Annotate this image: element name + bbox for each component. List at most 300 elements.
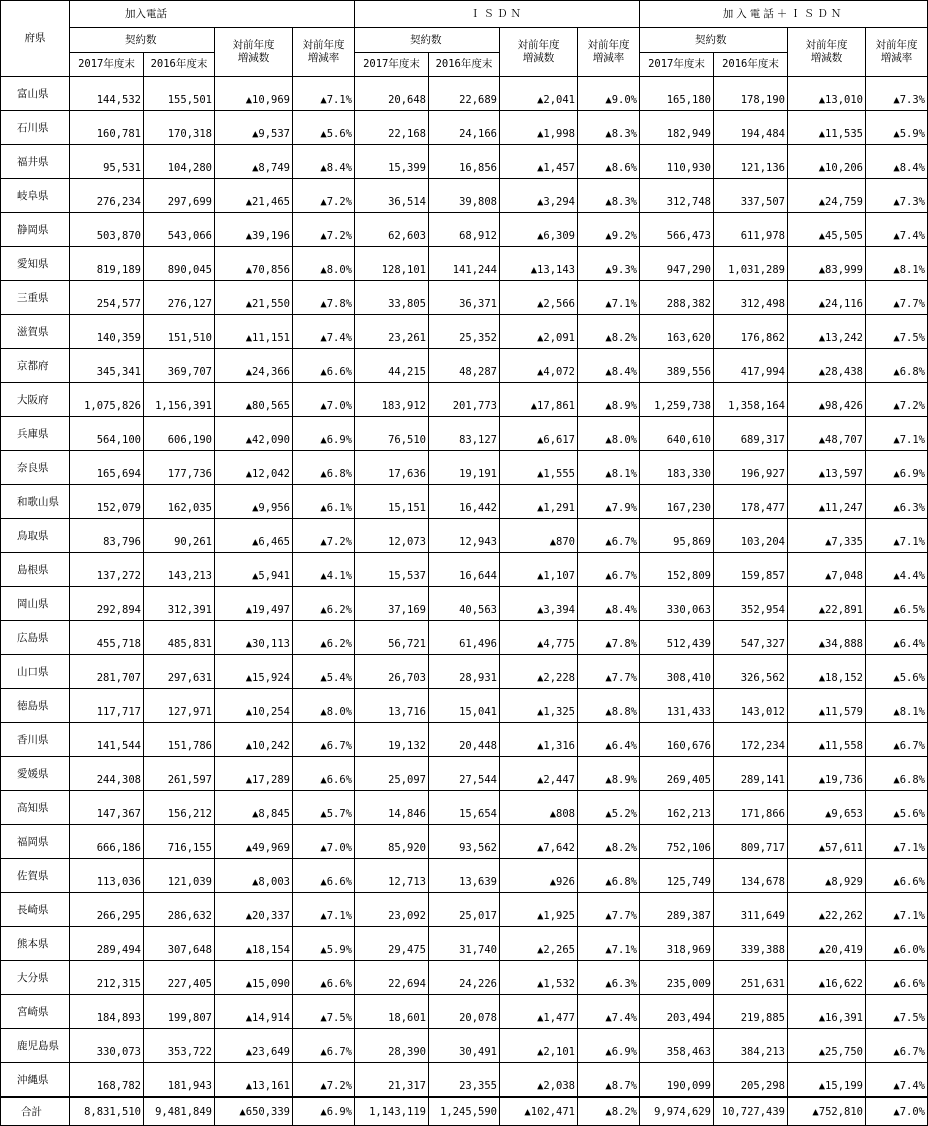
prefecture-header: 府県 <box>1 1 70 77</box>
value-cell: 485,831 <box>144 621 215 655</box>
value-cell: ▲6.6% <box>293 349 355 383</box>
value-cell: ▲9,956 <box>215 485 293 519</box>
value-cell: ▲23,649 <box>215 1029 293 1063</box>
table-row <box>1 179 928 213</box>
value-cell: ▲6,617 <box>500 417 578 451</box>
table-row <box>1 553 928 587</box>
value-cell: ▲8.1% <box>866 247 928 281</box>
table-row <box>1 451 928 485</box>
value-cell: ▲8.8% <box>578 689 640 723</box>
value-cell: ▲7.4% <box>866 213 928 247</box>
value-cell: 61,496 <box>429 621 500 655</box>
value-cell: ▲10,969 <box>215 77 293 111</box>
value-cell: ▲70,856 <box>215 247 293 281</box>
value-cell: ▲8,749 <box>215 145 293 179</box>
value-cell: 121,039 <box>144 859 215 893</box>
prefecture-cell: 佐賀県 <box>1 859 70 893</box>
value-cell: ▲15,090 <box>215 961 293 995</box>
value-cell: ▲1,107 <box>500 553 578 587</box>
value-cell: 286,632 <box>144 893 215 927</box>
value-cell: 147,367 <box>70 791 144 825</box>
value-cell: 184,893 <box>70 995 144 1029</box>
value-cell: 330,063 <box>640 587 714 621</box>
value-cell: 1,075,826 <box>70 383 144 417</box>
value-cell: ▲6.2% <box>293 621 355 655</box>
value-cell: 312,391 <box>144 587 215 621</box>
value-cell: ▲8.4% <box>866 145 928 179</box>
value-cell: 29,475 <box>355 927 429 961</box>
value-cell: ▲7.1% <box>866 417 928 451</box>
table-row <box>1 961 928 995</box>
value-cell: 155,501 <box>144 77 215 111</box>
value-cell: 83,796 <box>70 519 144 553</box>
value-cell: ▲6.8% <box>866 757 928 791</box>
value-cell: 205,298 <box>714 1063 788 1098</box>
total-value-cell: 9,481,849 <box>144 1097 215 1126</box>
col-header-2017: 2017年度末 <box>355 53 429 77</box>
value-cell: ▲8.0% <box>293 247 355 281</box>
value-cell: ▲42,090 <box>215 417 293 451</box>
table-row <box>1 247 928 281</box>
value-cell: 44,215 <box>355 349 429 383</box>
value-cell: 716,155 <box>144 825 215 859</box>
value-cell: ▲7.7% <box>866 281 928 315</box>
value-cell: 31,740 <box>429 927 500 961</box>
value-cell: ▲39,196 <box>215 213 293 247</box>
value-cell: 203,494 <box>640 995 714 1029</box>
value-cell: 37,169 <box>355 587 429 621</box>
value-cell: ▲6,309 <box>500 213 578 247</box>
value-cell: ▲24,759 <box>788 179 866 213</box>
prefecture-cell: 愛知県 <box>1 247 70 281</box>
value-cell: 141,544 <box>70 723 144 757</box>
value-cell: 183,912 <box>355 383 429 417</box>
value-cell: 110,930 <box>640 145 714 179</box>
table-row <box>1 621 928 655</box>
value-cell: 22,694 <box>355 961 429 995</box>
value-cell: ▲7.8% <box>293 281 355 315</box>
value-cell: 167,230 <box>640 485 714 519</box>
value-cell: ▲7.1% <box>866 519 928 553</box>
value-cell: ▲7.5% <box>293 995 355 1029</box>
value-cell: ▲7.5% <box>866 315 928 349</box>
value-cell: 172,234 <box>714 723 788 757</box>
value-cell: ▲17,289 <box>215 757 293 791</box>
prefecture-cell: 静岡県 <box>1 213 70 247</box>
value-cell: ▲6.3% <box>578 961 640 995</box>
table-row <box>1 417 928 451</box>
value-cell: ▲16,622 <box>788 961 866 995</box>
value-cell: 12,713 <box>355 859 429 893</box>
value-cell: 137,272 <box>70 553 144 587</box>
value-cell: 269,405 <box>640 757 714 791</box>
total-label: 合計 <box>1 1097 70 1126</box>
value-cell: 276,127 <box>144 281 215 315</box>
prefecture-cell: 愛媛県 <box>1 757 70 791</box>
value-cell: 143,213 <box>144 553 215 587</box>
value-cell: 28,931 <box>429 655 500 689</box>
table-row <box>1 825 928 859</box>
prefecture-cell: 大阪府 <box>1 383 70 417</box>
value-cell: 289,141 <box>714 757 788 791</box>
value-cell: ▲10,254 <box>215 689 293 723</box>
value-cell: ▲7.1% <box>866 893 928 927</box>
value-cell: 113,036 <box>70 859 144 893</box>
contracts-header: 契約数 <box>640 28 788 53</box>
value-cell: ▲1,477 <box>500 995 578 1029</box>
table-row <box>1 145 928 179</box>
value-cell: ▲5,941 <box>215 553 293 587</box>
table-row <box>1 383 928 417</box>
prefecture-cell: 石川県 <box>1 111 70 145</box>
total-row <box>1 1097 928 1126</box>
value-cell: 358,463 <box>640 1029 714 1063</box>
prefecture-cell: 富山県 <box>1 77 70 111</box>
value-cell: ▲11,247 <box>788 485 866 519</box>
value-cell: ▲6.8% <box>293 451 355 485</box>
value-cell: 23,355 <box>429 1063 500 1098</box>
value-cell: 171,866 <box>714 791 788 825</box>
value-cell: 16,442 <box>429 485 500 519</box>
value-cell: ▲4.1% <box>293 553 355 587</box>
table-row <box>1 689 928 723</box>
value-cell: 56,721 <box>355 621 429 655</box>
value-cell: 212,315 <box>70 961 144 995</box>
value-cell: 25,097 <box>355 757 429 791</box>
total-value-cell: ▲102,471 <box>500 1097 578 1126</box>
value-cell: ▲3,394 <box>500 587 578 621</box>
value-cell: ▲17,861 <box>500 383 578 417</box>
value-cell: 566,473 <box>640 213 714 247</box>
total-value-cell: ▲650,339 <box>215 1097 293 1126</box>
value-cell: ▲7.2% <box>293 1063 355 1098</box>
prefecture-cell: 福岡県 <box>1 825 70 859</box>
table-row <box>1 927 928 961</box>
value-cell: 151,510 <box>144 315 215 349</box>
value-cell: 25,017 <box>429 893 500 927</box>
value-cell: 353,722 <box>144 1029 215 1063</box>
value-cell: ▲19,497 <box>215 587 293 621</box>
value-cell: ▲13,161 <box>215 1063 293 1098</box>
value-cell: 62,603 <box>355 213 429 247</box>
value-cell: ▲8,929 <box>788 859 866 893</box>
value-cell: ▲6,465 <box>215 519 293 553</box>
total-value-cell: ▲752,810 <box>788 1097 866 1126</box>
value-cell: ▲8.3% <box>578 179 640 213</box>
value-cell: ▲6.0% <box>866 927 928 961</box>
value-cell: ▲6.5% <box>866 587 928 621</box>
prefecture-cell: 岡山県 <box>1 587 70 621</box>
value-cell: ▲49,969 <box>215 825 293 859</box>
yoy-diff-header: 対前年度 増減数 <box>788 28 866 77</box>
total-value-cell: ▲6.9% <box>293 1097 355 1126</box>
value-cell: 127,971 <box>144 689 215 723</box>
value-cell: 152,809 <box>640 553 714 587</box>
value-cell: 156,212 <box>144 791 215 825</box>
value-cell: ▲8.7% <box>578 1063 640 1098</box>
contracts-header: 契約数 <box>355 28 500 53</box>
value-cell: 163,620 <box>640 315 714 349</box>
value-cell: ▲6.7% <box>866 1029 928 1063</box>
value-cell: ▲6.7% <box>578 519 640 553</box>
value-cell: 543,066 <box>144 213 215 247</box>
value-cell: 160,781 <box>70 111 144 145</box>
value-cell: 95,531 <box>70 145 144 179</box>
table-row <box>1 859 928 893</box>
value-cell: ▲7.1% <box>293 893 355 927</box>
value-cell: 15,041 <box>429 689 500 723</box>
value-cell: 297,631 <box>144 655 215 689</box>
value-cell: 666,186 <box>70 825 144 859</box>
value-cell: 178,190 <box>714 77 788 111</box>
value-cell: ▲8.3% <box>578 111 640 145</box>
value-cell: ▲20,419 <box>788 927 866 961</box>
value-cell: ▲8.4% <box>578 349 640 383</box>
value-cell: ▲6.6% <box>866 961 928 995</box>
value-cell: 162,213 <box>640 791 714 825</box>
value-cell: ▲5.7% <box>293 791 355 825</box>
value-cell: 235,009 <box>640 961 714 995</box>
value-cell: ▲6.9% <box>866 451 928 485</box>
value-cell: 890,045 <box>144 247 215 281</box>
value-cell: ▲98,426 <box>788 383 866 417</box>
value-cell: 39,808 <box>429 179 500 213</box>
value-cell: ▲22,262 <box>788 893 866 927</box>
value-cell: ▲11,558 <box>788 723 866 757</box>
value-cell: 352,954 <box>714 587 788 621</box>
value-cell: 15,537 <box>355 553 429 587</box>
value-cell: 28,390 <box>355 1029 429 1063</box>
value-cell: 176,862 <box>714 315 788 349</box>
value-cell: ▲6.6% <box>293 859 355 893</box>
prefecture-cell: 福井県 <box>1 145 70 179</box>
value-cell: ▲7.7% <box>578 655 640 689</box>
value-cell: ▲6.6% <box>866 859 928 893</box>
table-row <box>1 111 928 145</box>
value-cell: 261,597 <box>144 757 215 791</box>
value-cell: ▲870 <box>500 519 578 553</box>
value-cell: ▲21,550 <box>215 281 293 315</box>
value-cell: ▲5.6% <box>293 111 355 145</box>
value-cell: ▲8.9% <box>578 757 640 791</box>
value-cell: 289,387 <box>640 893 714 927</box>
value-cell: 196,927 <box>714 451 788 485</box>
value-cell: 183,330 <box>640 451 714 485</box>
value-cell: ▲6.7% <box>866 723 928 757</box>
table-row <box>1 519 928 553</box>
value-cell: 141,244 <box>429 247 500 281</box>
value-cell: 15,399 <box>355 145 429 179</box>
total-value-cell: 8,831,510 <box>70 1097 144 1126</box>
value-cell: ▲7.4% <box>866 1063 928 1098</box>
value-cell: 23,261 <box>355 315 429 349</box>
value-cell: ▲6.4% <box>578 723 640 757</box>
value-cell: 16,644 <box>429 553 500 587</box>
value-cell: ▲13,597 <box>788 451 866 485</box>
value-cell: ▲2,566 <box>500 281 578 315</box>
yoy-rate-header: 対前年度 増減率 <box>866 28 928 77</box>
value-cell: ▲4,072 <box>500 349 578 383</box>
value-cell: ▲6.7% <box>293 1029 355 1063</box>
col-header-2016: 2016年度末 <box>429 53 500 77</box>
value-cell: 152,079 <box>70 485 144 519</box>
value-cell: 143,012 <box>714 689 788 723</box>
value-cell: 330,073 <box>70 1029 144 1063</box>
value-cell: ▲1,291 <box>500 485 578 519</box>
value-cell: 326,562 <box>714 655 788 689</box>
value-cell: ▲5.9% <box>293 927 355 961</box>
value-cell: ▲6.4% <box>866 621 928 655</box>
value-cell: ▲7.3% <box>866 77 928 111</box>
value-cell: 26,703 <box>355 655 429 689</box>
value-cell: ▲83,999 <box>788 247 866 281</box>
yoy-rate-header: 対前年度 増減率 <box>578 28 640 77</box>
prefecture-cell: 京都府 <box>1 349 70 383</box>
value-cell: ▲12,042 <box>215 451 293 485</box>
value-cell: ▲15,924 <box>215 655 293 689</box>
value-cell: 311,649 <box>714 893 788 927</box>
value-cell: ▲7,642 <box>500 825 578 859</box>
value-cell: ▲13,242 <box>788 315 866 349</box>
value-cell: 151,786 <box>144 723 215 757</box>
value-cell: 13,716 <box>355 689 429 723</box>
value-cell: ▲45,505 <box>788 213 866 247</box>
value-cell: ▲7.2% <box>866 383 928 417</box>
value-cell: 318,969 <box>640 927 714 961</box>
value-cell: ▲24,366 <box>215 349 293 383</box>
value-cell: ▲8.0% <box>578 417 640 451</box>
col-header-2017: 2017年度末 <box>70 53 144 77</box>
value-cell: 170,318 <box>144 111 215 145</box>
value-cell: 168,782 <box>70 1063 144 1098</box>
value-cell: 25,352 <box>429 315 500 349</box>
value-cell: 21,317 <box>355 1063 429 1098</box>
value-cell: 307,648 <box>144 927 215 961</box>
value-cell: ▲8.0% <box>293 689 355 723</box>
value-cell: ▲10,206 <box>788 145 866 179</box>
value-cell: 1,358,164 <box>714 383 788 417</box>
value-cell: ▲2,447 <box>500 757 578 791</box>
value-cell: ▲34,888 <box>788 621 866 655</box>
group-header-isdn: ＩＳＤＮ <box>355 1 640 28</box>
value-cell: 17,636 <box>355 451 429 485</box>
value-cell: 606,190 <box>144 417 215 451</box>
value-cell: ▲6.1% <box>293 485 355 519</box>
value-cell: ▲8,003 <box>215 859 293 893</box>
value-cell: 369,707 <box>144 349 215 383</box>
value-cell: ▲6.3% <box>866 485 928 519</box>
value-cell: ▲7.1% <box>578 281 640 315</box>
value-cell: 23,092 <box>355 893 429 927</box>
value-cell: ▲25,750 <box>788 1029 866 1063</box>
prefecture-cell: 鳥取県 <box>1 519 70 553</box>
value-cell: 178,477 <box>714 485 788 519</box>
table-row <box>1 757 928 791</box>
value-cell: 389,556 <box>640 349 714 383</box>
value-cell: 24,166 <box>429 111 500 145</box>
value-cell: ▲8.2% <box>578 315 640 349</box>
total-value-cell: 1,245,590 <box>429 1097 500 1126</box>
value-cell: ▲11,151 <box>215 315 293 349</box>
value-cell: ▲22,891 <box>788 587 866 621</box>
value-cell: ▲5.6% <box>866 791 928 825</box>
value-cell: ▲6.6% <box>293 757 355 791</box>
value-cell: ▲16,391 <box>788 995 866 1029</box>
value-cell: 159,857 <box>714 553 788 587</box>
value-cell: 289,494 <box>70 927 144 961</box>
value-cell: 281,707 <box>70 655 144 689</box>
value-cell: ▲3,294 <box>500 179 578 213</box>
value-cell: 190,099 <box>640 1063 714 1098</box>
value-cell: 201,773 <box>429 383 500 417</box>
value-cell: ▲7.1% <box>578 927 640 961</box>
value-cell: ▲9,653 <box>788 791 866 825</box>
table-row <box>1 893 928 927</box>
value-cell: 83,127 <box>429 417 500 451</box>
value-cell: 93,562 <box>429 825 500 859</box>
prefecture-cell: 兵庫県 <box>1 417 70 451</box>
value-cell: 312,498 <box>714 281 788 315</box>
table-row <box>1 349 928 383</box>
value-cell: 30,491 <box>429 1029 500 1063</box>
group-header-landline: 加入電話 <box>70 1 355 28</box>
value-cell: 384,213 <box>714 1029 788 1063</box>
value-cell: ▲7.5% <box>866 995 928 1029</box>
value-cell: 104,280 <box>144 145 215 179</box>
value-cell: ▲8.1% <box>578 451 640 485</box>
value-cell: 512,439 <box>640 621 714 655</box>
value-cell: ▲6.9% <box>293 417 355 451</box>
value-cell: ▲7.4% <box>578 995 640 1029</box>
value-cell: ▲9.2% <box>578 213 640 247</box>
value-cell: ▲8,845 <box>215 791 293 825</box>
value-cell: ▲6.8% <box>578 859 640 893</box>
value-cell: ▲6.6% <box>293 961 355 995</box>
value-cell: 33,805 <box>355 281 429 315</box>
value-cell: 182,949 <box>640 111 714 145</box>
table-row <box>1 485 928 519</box>
value-cell: 68,912 <box>429 213 500 247</box>
table-row <box>1 587 928 621</box>
value-cell: 752,106 <box>640 825 714 859</box>
value-cell: ▲6.2% <box>293 587 355 621</box>
table-row <box>1 315 928 349</box>
value-cell: ▲8.4% <box>578 587 640 621</box>
value-cell: 40,563 <box>429 587 500 621</box>
value-cell: 337,507 <box>714 179 788 213</box>
value-cell: ▲7,335 <box>788 519 866 553</box>
value-cell: 76,510 <box>355 417 429 451</box>
value-cell: 292,894 <box>70 587 144 621</box>
value-cell: ▲11,579 <box>788 689 866 723</box>
value-cell: ▲7.3% <box>866 179 928 213</box>
value-cell: ▲13,143 <box>500 247 578 281</box>
prefecture-cell: 宮崎県 <box>1 995 70 1029</box>
value-cell: 564,100 <box>70 417 144 451</box>
value-cell: 19,191 <box>429 451 500 485</box>
col-header-2016: 2016年度末 <box>714 53 788 77</box>
value-cell: 16,856 <box>429 145 500 179</box>
value-cell: 160,676 <box>640 723 714 757</box>
value-cell: 48,287 <box>429 349 500 383</box>
value-cell: 134,678 <box>714 859 788 893</box>
table-row <box>1 655 928 689</box>
value-cell: 165,694 <box>70 451 144 485</box>
value-cell: ▲7.2% <box>293 179 355 213</box>
value-cell: ▲1,532 <box>500 961 578 995</box>
value-cell: ▲4.4% <box>866 553 928 587</box>
value-cell: 13,639 <box>429 859 500 893</box>
